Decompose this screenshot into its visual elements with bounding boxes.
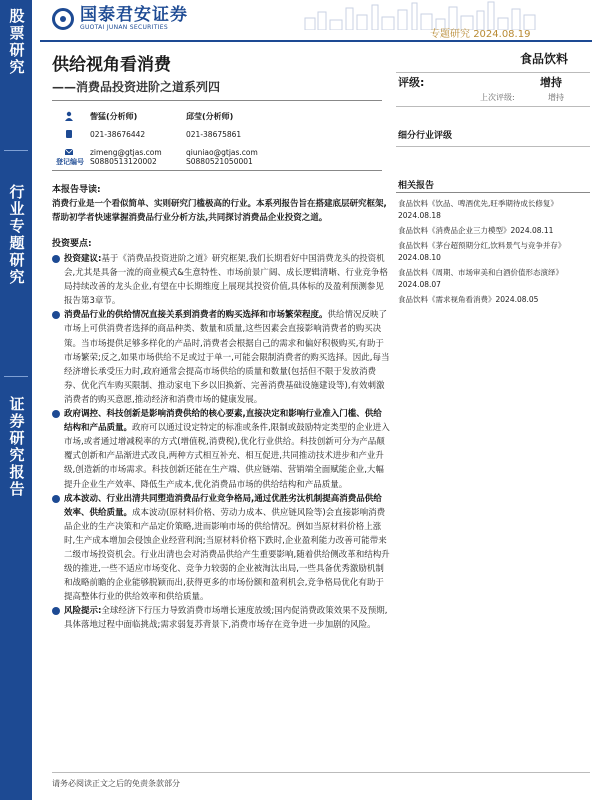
analyst-email[interactable]: zimeng@gtjas.com [90,148,162,157]
disclaimer-footer: 请务必阅读正文之后的免责条款部分 [52,779,180,788]
rating-value: 增持 [540,76,562,89]
bullet-icon [52,607,60,615]
phone-icon [64,129,74,139]
key-point [52,407,390,492]
footer-rule [52,772,590,773]
cert-label: 登记编号 [56,158,84,166]
analyst-cert: S0880521050001 [186,157,253,166]
key-point-text: 基于《消费品投资进阶之道》研究框架,我们长期看好中国消费龙头的投资机会,尤其是具备一流的商业模式&生意特性、市场前景广阔、成长逻辑清晰、行业竞争格局持续改善的龙头企业,有望在中长期维度上展现其投资价值,具体标的及盈利预测参见报告第3章节。 [64,254,388,307]
logo-mark-icon [52,8,74,30]
key-point-lead: 投资建议: [64,254,102,264]
analyst-rule [52,170,382,171]
related-reports-rule [396,192,590,193]
report-title: 供给视角看消费 [52,55,171,75]
key-point-text: 全球经济下行压力导致消费市场增长速度放缓;国内促消费政策效果不及预期,具体落地过程中面临挑战;需求弱复苏背景下,消费市场存在竞争进一步加剧的风险。 [64,606,388,631]
key-point [52,308,390,407]
sidebar-label-industry-special: 行业专题研究 [7,184,26,286]
key-point [52,252,390,308]
analyst-name: 邱莹(分析师) [186,112,234,121]
related-report-item[interactable]: 食品饮料《茅台超预期分红,饮料景气与竞争并存》2024.08.10 [398,241,566,262]
key-point-text: 成本波动(原材料价格、劳动力成本、供应链风险等)会直接影响消费品企业的生产决策和产品定价策略,进而影响市场的供给情况。例如当原材料价格上涨时,生产成本增加会侵蚀企业经营利润;当原材料价格下跌时,企业盈利能力改善可能带来二级市场投资机会。行业出清也会对消费品供给产生重要影响,随着供给侧改革和结构升级的推进,一些不适应市场变化、竞争力较弱的企业被淘汰出局,一些具备优秀激励机制和战略前瞻的企业能够脱颖而出,获得更多的市场份额和盈利机会,竞争格局优化有助于提高整体行业的供给效率和供给质量。 [64,507,390,603]
bullet-icon [52,410,60,418]
industry-label: 食品饮料 [520,52,569,66]
sidebar-divider [4,150,28,151]
analyst-name: 訾猛(分析师) [90,112,138,121]
key-points-list [52,252,390,633]
company-logo [52,6,188,31]
key-point [52,604,390,632]
guide-title: 本报告导读: [52,185,101,195]
email-icon [64,147,74,157]
report-subtitle: ——消费品投资进阶之道系列四 [52,80,221,94]
bullet-icon [52,495,60,503]
previous-rating-label: 上次评级: [480,93,515,102]
header-rule [40,40,592,42]
key-point-text: 供给情况反映了市场上可供消费者选择的商品种类、数量和质量,这些因素会直接影响消费者的购买决策。当市场提供足够多样化的产品时,消费者会根据自己的需求和偏好积极购买,有助于市场繁荣;反之,如果市场供给不足或过于单一,可能会限制消费者的购买选择。因此,每当经济增长承受压力时,政府通常会提高市场供给的质量和数量(包括但不限于发放消费券、优化汽车购买限制、推动家电下乡以旧换新、完善消费基础设施建设等),有效刺激消费者的购买意愿,推动经济和消费市场的健康发展。 [64,310,390,405]
guide-text: 消费行业是一个看似简单、实则研究门槛极高的行业。本系列报告旨在搭建底层研究框架,帮助初学者快速掌握消费品行业分析方法,共同探讨消费品企业投资之道。 [52,199,387,223]
key-points-title: 投资要点: [52,239,92,249]
related-report-item[interactable]: 食品饮料《消费品企业三力模型》2024.08.11 [398,226,554,235]
rating-rule-bottom [396,106,590,107]
related-reports-list [398,198,588,309]
key-point-lead: 消费品行业的供给情况直接关系到消费者的购买选择和市场繁荣程度。 [64,310,328,321]
sidebar-label-securities-report: 证券研究报告 [7,396,26,498]
key-point-text: 政府可以通过设定特定的标准或条件,限制或鼓励特定类型的企业进入市场,或者通过增减税率的方式(增值税,消费税),优化行业供给。科技创新可分为产品颠覆式创新和产品渐进式改良,两种方式相互补充、相互促进,共同推动技术进步和产业升级,创造新的市场需求。科技创新还能在生产端、供应链端、营销端全面赋能企业,大幅提升企业生产效率、降低生产成本,优化消费品市场的供给结构和产品质量。 [64,423,390,490]
sidebar-label-stock-research: 股票研究 [7,8,26,76]
key-point [52,492,390,605]
related-report-item[interactable]: 食品饮料《周期、市场审美和白酒价值形态演绎》2024.08.07 [398,268,563,289]
analyst-email[interactable]: qiuniao@gtjas.com [186,148,258,157]
analyst-phone: 021-38676442 [90,130,146,139]
person-icon [64,111,74,121]
related-report-item[interactable]: 食品饮料《饮品、啤酒优先,旺季期待成长修复》2024.08.18 [398,199,558,220]
left-sidebar [0,0,32,800]
related-reports-title: 相关报告 [398,181,435,191]
doc-date: 2024.08.19 [473,29,531,40]
sidebar-divider [4,376,28,377]
bullet-icon [52,255,60,263]
document-type-date [430,25,530,40]
bullet-icon [52,311,60,319]
rating-label: 评级: [398,76,425,89]
key-point-lead: 风险提示: [64,606,102,617]
rating-rule-top [396,72,590,73]
key-point-lead: 成本波动、行业出清共同塑造消费品行业竞争格局,通过优胜劣汰机制提高消费品供给效率、供给质量。 [64,493,382,518]
analyst-phone: 021-38675861 [186,130,242,139]
related-report-item[interactable]: 食品饮料《需求视角看消费》2024.08.05 [398,295,539,304]
sub-industry-rating-title: 细分行业评级 [398,131,453,141]
title-rule [52,100,382,101]
logo-cn-text: 国泰君安证券 [80,5,188,25]
previous-rating-value: 增持 [548,93,564,102]
key-point-lead: 政府调控、科技创新是影响消费供给的核心要素,直接决定和影响行业准入门槛、供给结构和产品质量。 [64,409,382,434]
analyst-cert: S0880513120002 [90,157,157,166]
sub-industry-rule [396,146,590,147]
logo-en-text: GUOTAI JUNAN SECURITIES [80,24,168,31]
doc-type-label: 专题研究 [430,29,470,40]
